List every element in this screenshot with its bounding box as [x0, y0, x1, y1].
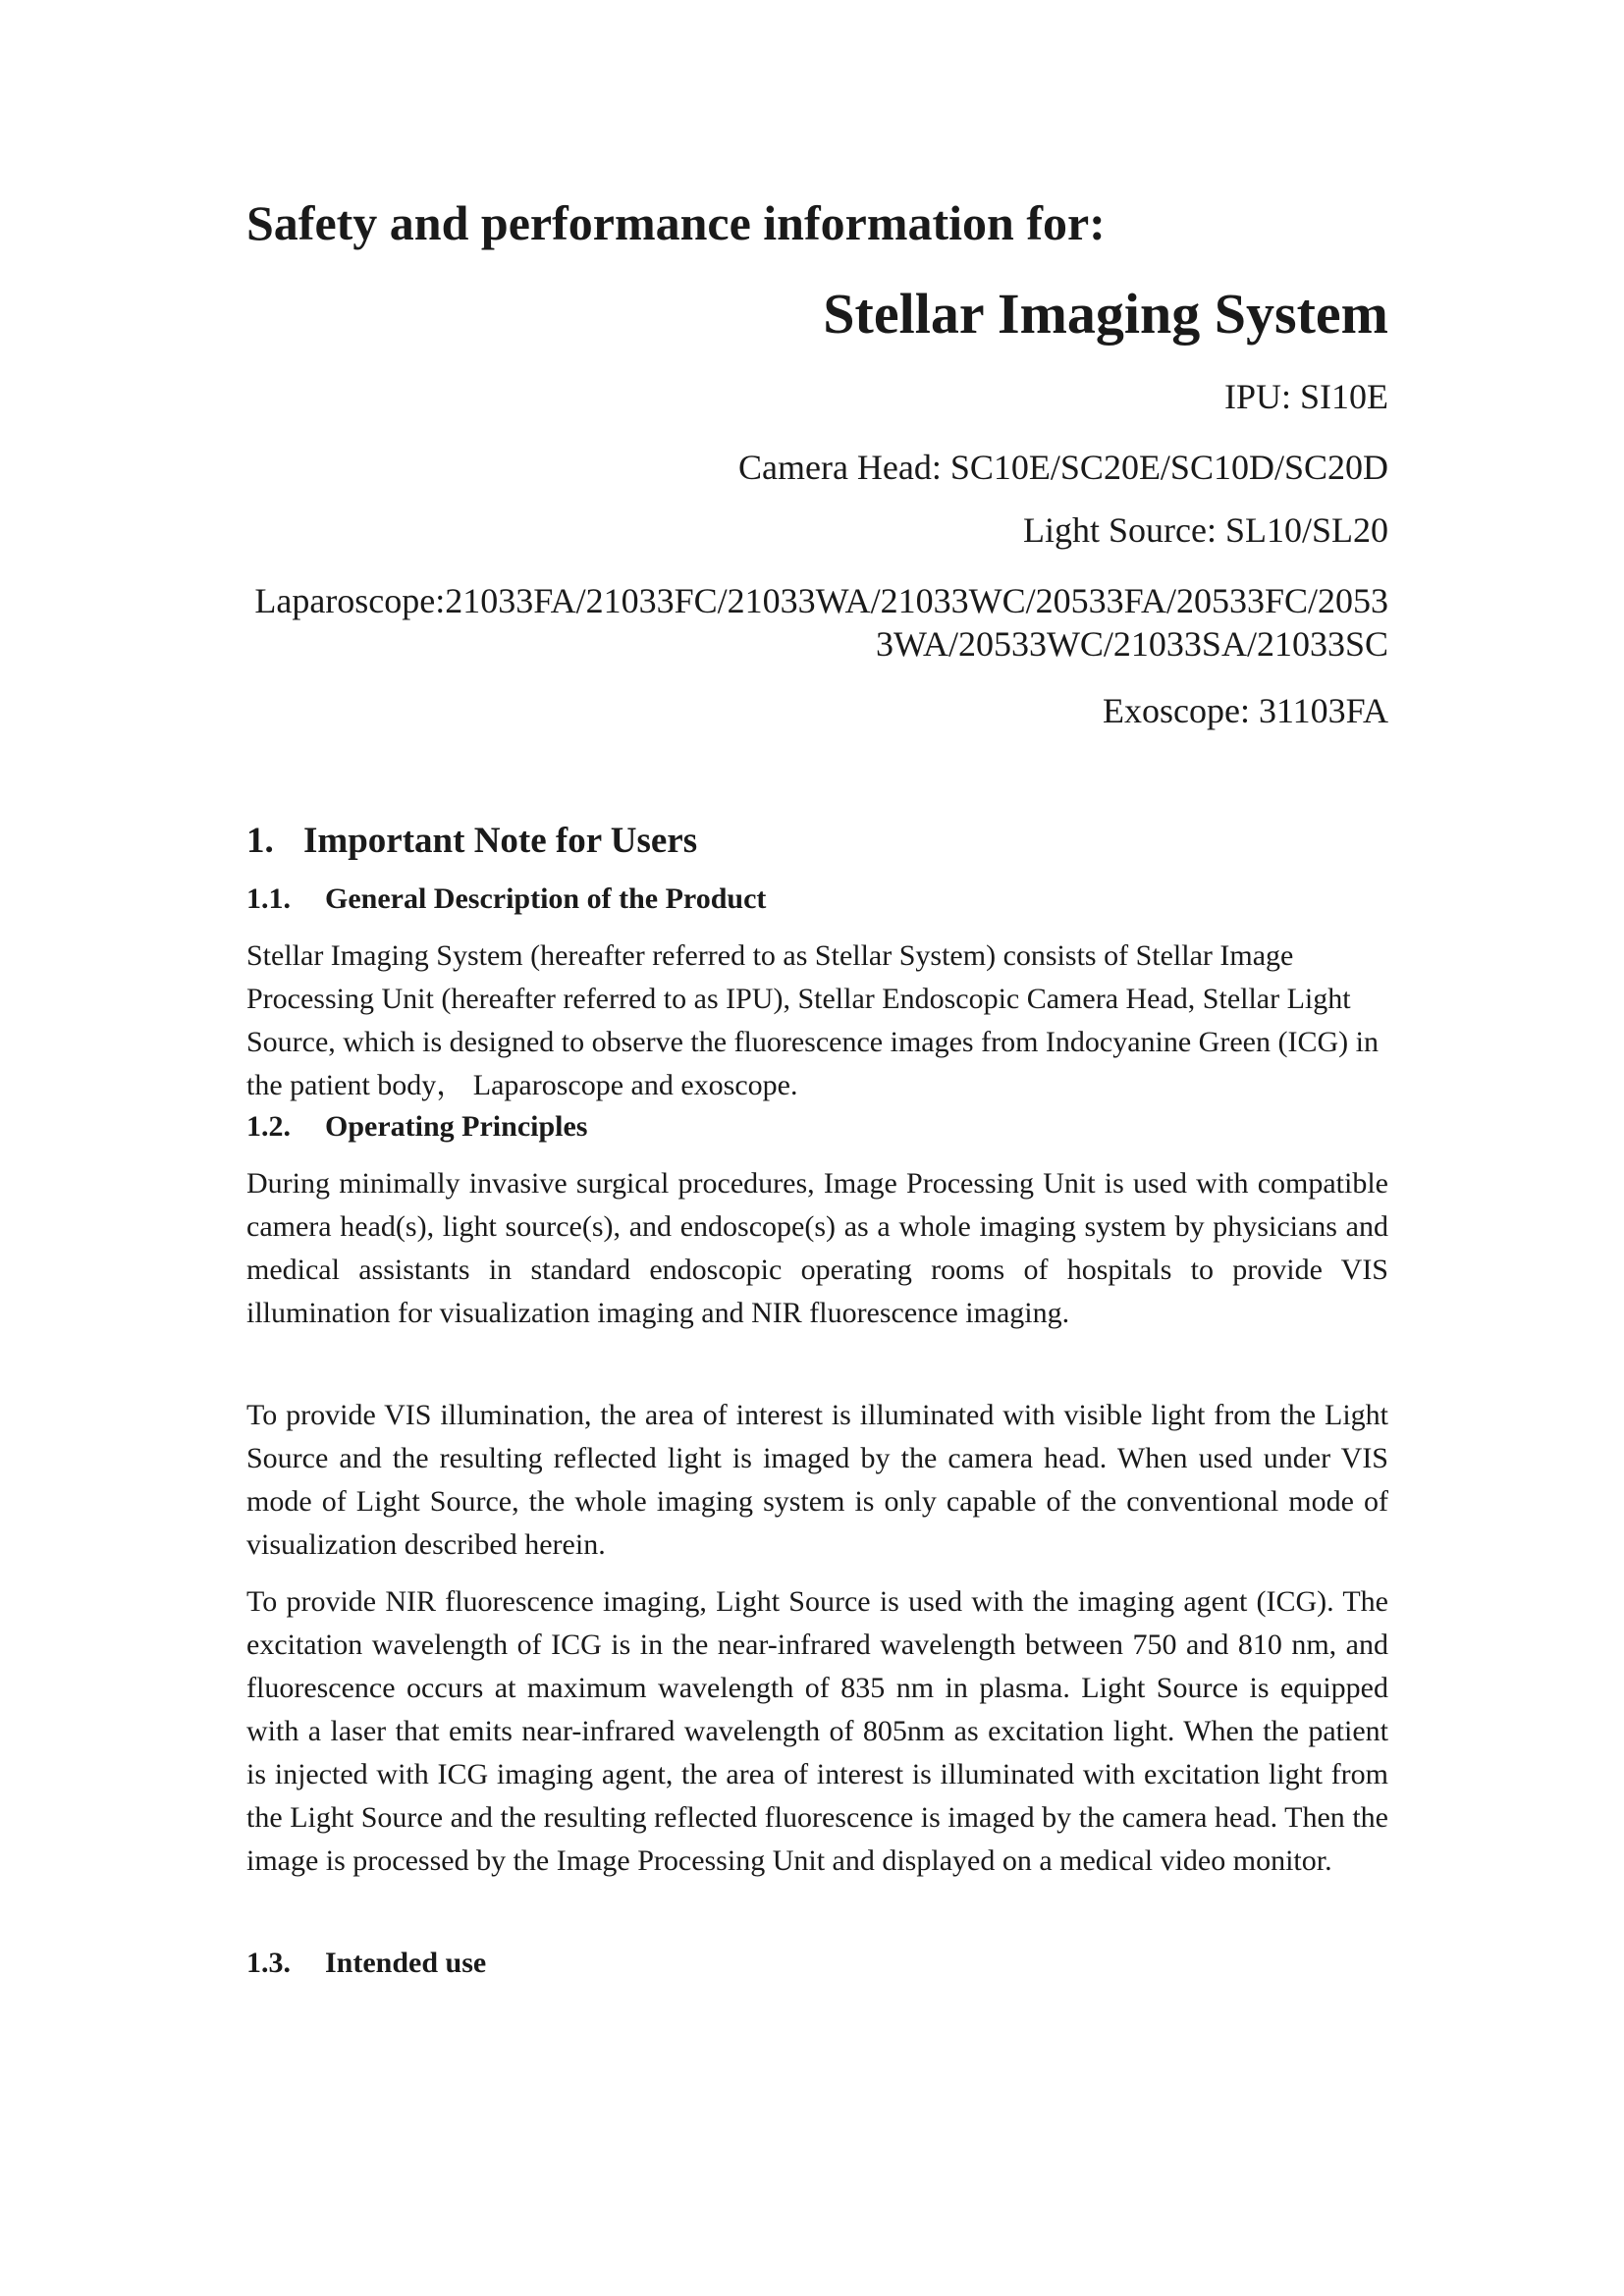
subsection-number: 1.3. [246, 1947, 291, 1979]
model-laparoscope: Laparoscope:21033FA/21033FC/21033WA/21033WC/20533FA/20533FC/20533WA/20533WC/21033SA/21033SC [254, 581, 1388, 664]
subsection-number: 1.1. [246, 882, 291, 915]
subsection-1-3-heading [246, 1946, 486, 1981]
section-1-heading [246, 820, 697, 863]
operating-principles-paragraph-1: During minimally invasive surgical procedures, Image Processing Unit is used with compatible camera head(s), light source(s), and endoscope(s) as a whole imaging system by physicians and medical assistants in standard endoscopic operating rooms of hospitals to provide VIS illumination for visualization imaging and NIR fluorescence imaging. [246, 1167, 1388, 1329]
model-camera-head: Camera Head: SC10E/SC20E/SC10D/SC20D [737, 448, 1388, 487]
document-title: Safety and performance information for: [246, 195, 1106, 250]
section-number: 1. [246, 821, 274, 861]
model-exoscope: Exoscope: 31103FA [1103, 691, 1388, 730]
section-title: Important Note for Users [303, 821, 698, 861]
product-name: Stellar Imaging System [823, 282, 1388, 346]
subsection-number: 1.2. [246, 1110, 291, 1143]
operating-principles-paragraph-2: To provide VIS illumination, the area of interest is illuminated with visible light from the Light Source and the resulting reflected light is imaged by the camera head. When used under VIS mode of Light Source, the whole imaging system is only capable of the conventional mode of visualization described herein. [246, 1399, 1388, 1561]
subsection-title: Operating Principles [325, 1110, 588, 1143]
subsection-1-2-heading [246, 1109, 587, 1145]
general-description-paragraph: Stellar Imaging System (hereafter referred to as Stellar System) consists of Stellar Image Processing Unit (hereafter referred to as IPU), Stellar Endoscopic Camera Head, Stellar Light Source, which is designed to observe the fluorescence images from Indocyanine Green (ICG) in the patient body， Laparoscope and exoscope. [246, 939, 1379, 1101]
model-light-source: Light Source: SL10/SL20 [1023, 510, 1388, 550]
model-ipu: IPU: SI10E [1223, 377, 1388, 416]
subsection-1-1-heading [246, 881, 766, 917]
subsection-title: General Description of the Product [325, 882, 767, 915]
operating-principles-paragraph-3: To provide NIR fluorescence imaging, Light Source is used with the imaging agent (ICG). The excitation wavelength of ICG is in the near-infrared wavelength between 750 and 810 nm, and fluorescence occurs at maximum wavelength of 835 nm in plasma. Light Source is equipped with a laser that emits near-infrared wavelength of 805nm as excitation light. When the patient is injected with ICG imaging agent, the area of interest is illuminated with excitation light from the Light Source and the resulting reflected fluorescence is imaged by the camera head. Then the image is processed by the Image Processing Unit and displayed on a medical video monitor. [246, 1585, 1388, 1877]
subsection-title: Intended use [325, 1947, 487, 1979]
